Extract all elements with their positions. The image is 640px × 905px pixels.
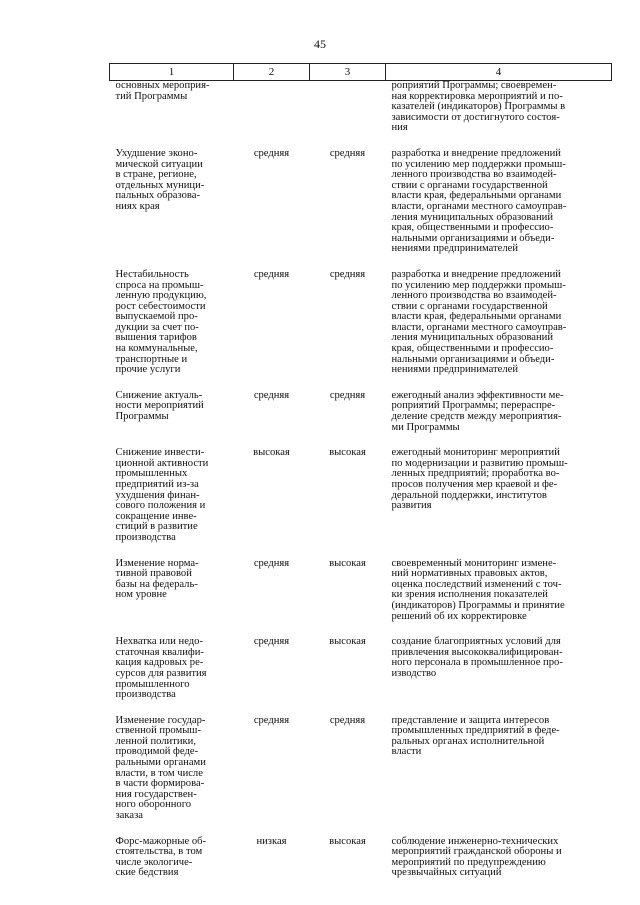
risk-cell: Снижение актуаль- ности мероприятий Программы [115,389,204,423]
probability-cell: низкая [256,835,287,847]
table-row [110,134,612,255]
impact-cell: средняя [329,268,366,280]
risk-cell: Изменение государ- ственной промыш- ленной политики, проводимой феде- ральными органами власти, в том числе в части формирова- ния государствен- ного оборонного заказа [115,714,206,822]
measures-cell: соблюдение инженерно-технических мероприятий гражданской обороны и мероприятий по предупреждению чрезвычайных ситуаций [391,835,562,879]
probability-cell: средняя [253,147,290,159]
measures-cell: роприятий Программы; своевремен- ная корректировка мероприятий и по- казателей (индикаторов) Программы в зависимости от достигнутого состоя- ния [391,80,566,134]
measures-cell: создание благоприятных условий для привлечения высококвалифицирован- ного персонала в промышленное про- изводство [391,636,563,679]
table-row [110,433,612,543]
impact-cell: высокая [329,557,366,569]
probability-cell: средняя [253,714,290,726]
measures-cell: разработка и внедрение предложений по усилению мер поддержки промыш- ленного производства во взаимодей- ствии с органами государственной власти края, федеральными органами власти, органами местного самоуправ- ления муниципальных образований края, общественными и профессио- нальными организациями и объеди- нениями предпринимателей [391,268,567,376]
table-row [110,622,612,701]
impact-cell [310,81,386,134]
table-row [110,822,612,879]
measures-cell: разработка и внедрение предложений по усилению мер поддержки промыш- ленного производства во взаимодей- ствии с органами государственной власти края, федеральными органами власти, органами местного самоуправ- ления муниципальных образований края, общественными и профессио- нальными организациями и объеди- нениями предпринимателей [391,147,567,255]
probability-cell [234,81,310,134]
impact-cell: средняя [329,714,366,726]
page-number: 45 [314,37,326,51]
probability-cell: средняя [253,389,290,401]
column-header: 3 [310,64,386,81]
table-row [110,255,612,376]
probability-cell: средняя [253,268,290,280]
impact-cell: средняя [329,389,366,401]
risk-cell: Ухудшение эконо- мической ситуации в стране, регионе, отдельных муници- пальных образова- ниях края [115,147,205,212]
risk-cell: Нехватка или недо- статочная квалифи- кация кадровых ре- сурсов для развития промышленного производства [115,636,207,701]
measures-cell: ежегодный анализ эффективности ме- роприятий Программы; перераспре- деление средств между мероприятия- ми Программы [391,389,564,433]
table-row [110,544,612,623]
impact-cell: высокая [329,636,366,648]
risk-cell: основных мероприя- тий Программы [115,80,210,102]
risk-cell: Изменение норма- тивной правовой базы на федераль- ном уровне [115,557,199,601]
measures-cell: ежегодный мониторинг мероприятий по модернизации и развитию промыш- ленных предприятий; проработка во- просов получения мер краевой и фе- деральной поддержки, институтов развития [391,447,568,512]
impact-cell: средняя [329,147,366,159]
impact-cell: высокая [329,447,366,459]
probability-cell: средняя [253,636,290,648]
risk-cell: Форс-мажорные об- стоятельства, в том числе экологиче- ские бедствия [115,835,207,879]
probability-cell: высокая [253,447,290,459]
table-header-row [110,64,612,81]
table-row [110,376,612,433]
impact-cell: высокая [329,835,366,847]
risk-cell: Снижение инвести- ционной активности промышленных предприятий из-за ухудшения финан- сового положения и сокращение инве- стиций в развитие производства [115,447,209,543]
table-row [110,81,612,134]
column-header: 2 [234,64,310,81]
risk-table [109,63,612,879]
measures-cell: представление и защита интересов промышленных предприятий в феде- ральных органах исполнительной власти [391,714,560,758]
table-row [110,701,612,822]
probability-cell: средняя [253,557,290,569]
column-header: 4 [386,64,612,81]
measures-cell: своевременный мониторинг измене- ний нормативных правовых актов, оценка последствий изменений с точ- ки зрения исполнения показателей (индикаторов) Программы и принятие решений об их корректировке [391,557,565,622]
column-header: 1 [110,64,234,81]
risk-cell: Нестабильность спроса на промыш- ленную продукцию, рост себестоимости выпускаемой про- дукции за счет по- вышения тарифов на коммунальные, транспортные и прочие услуги [115,268,207,376]
